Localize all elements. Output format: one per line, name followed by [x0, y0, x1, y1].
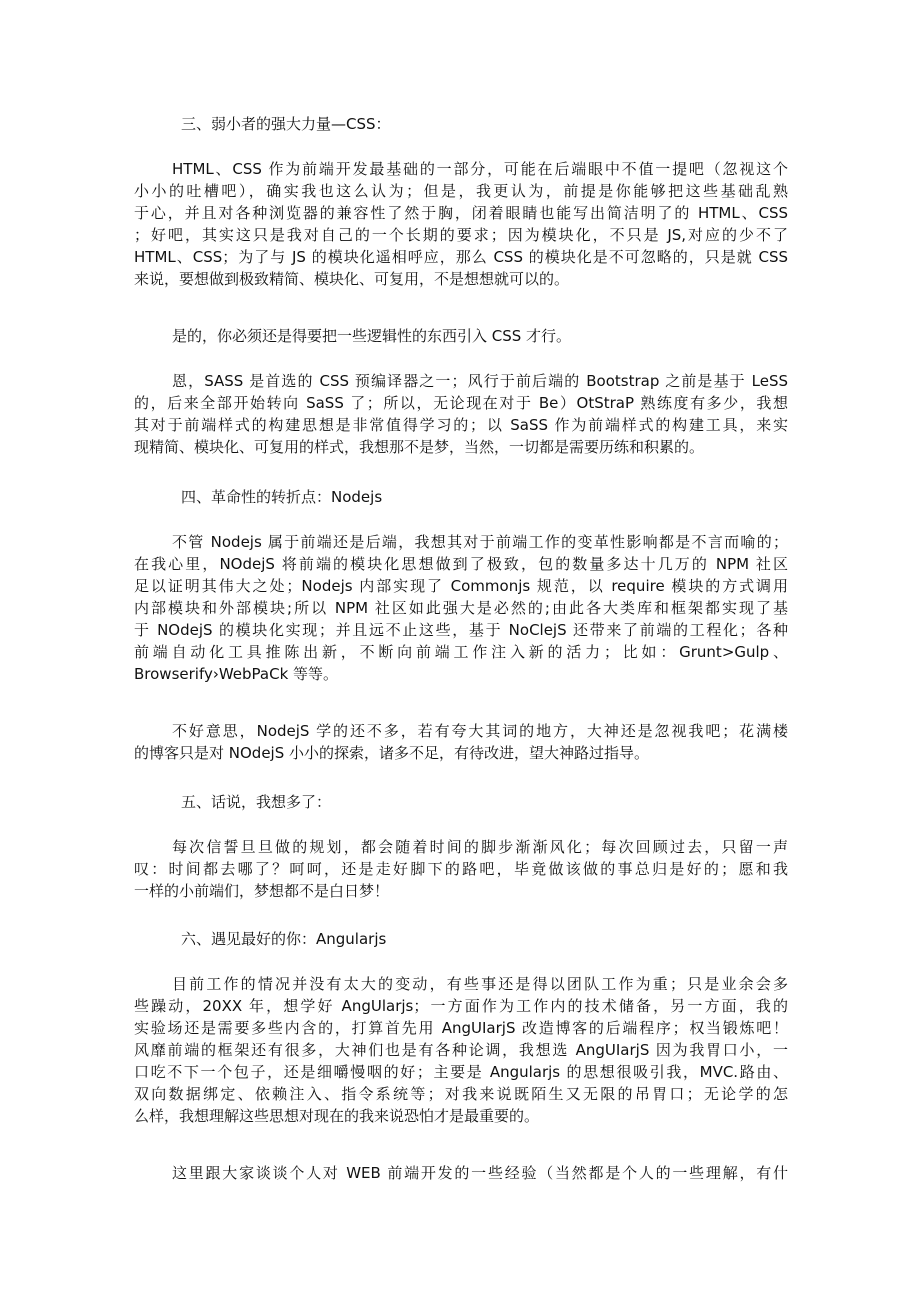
section-3-heading: 三、弱小者的强大力量—CSS：	[181, 115, 391, 133]
text-line: 足以证明其伟大之处；Nodejs 内部实现了 Commonjs 规范，以 require 模块的方式调用	[134, 577, 788, 595]
text-line: ；好吧，其实这只是我对自己的一个长期的要求；因为模块化，不只是 JS,对应的少不了	[134, 226, 788, 244]
text-line: 不管 Nodejs 属于前端还是后端，我想其对于前端工作的变革性影响都是不言而喻的；	[172, 533, 788, 551]
section-4-heading: 四、革命性的转折点：Nodejs	[181, 488, 383, 506]
text-line: 口吃不下一个包子，还是细嚼慢咽的好；主要是 Angularjs 的思想很吸引我，MVC.路由、	[134, 1063, 788, 1081]
section-6-paragraph-2	[134, 1162, 788, 1184]
section-6-paragraph-1	[134, 973, 788, 1127]
text-line: HTML、CSS；为了与 JS 的模块化遥相呼应，那么 CSS 的模块化是不可忽略的，只是就 CSS	[134, 248, 788, 266]
text-line: 每次信誓旦旦做的规划，都会随着时间的脚步渐渐风化；每次回顾过去，只留一声	[172, 838, 788, 856]
text-line: 前端自动化工具推陈出新，不断向前端工作注入新的活力；比如：Grunt>Gulp、	[134, 643, 788, 661]
text-line: HTML、CSS 作为前端开发最基础的一部分，可能在后端眼中不值一提吧（忽视这个	[172, 160, 788, 178]
text-line: 现精简、模块化、可复用的样式，我想那不是梦，当然，一切都是需要历练和积累的。	[134, 438, 705, 456]
text-line: 实验场还是需要多些内含的，打算首先用 AngUIarjS 改造博客的后端程序；权当锻炼吧！	[134, 1019, 788, 1037]
text-line: 的，后来全部开始转向 SaSS 了；所以，无论现在对于 Be）OtStraP 熟练度有多少，我想	[134, 394, 788, 412]
section-4-paragraph-2	[134, 720, 788, 764]
section-3-paragraph-3	[134, 370, 788, 458]
text-line: 其对于前端样式的构建思想是非常值得学习的；以 SaSS 作为前端样式的构建工具，来实	[134, 416, 788, 434]
text-line: 叹：时间都去哪了？呵呵，还是走好脚下的路吧，毕竟做该做的事总归是好的；愿和我	[134, 860, 788, 878]
text-line: 不好意思，NodejS 学的还不多，若有夸大其词的地方，大神还是忽视我吧；花满楼	[172, 722, 788, 740]
text-line: 风靡前端的框架还有很多，大神们也是有各种论调，我想选 AngUIarjS 因为我胃口小，一	[134, 1041, 788, 1059]
section-6-heading: 六、遇见最好的你：Angularjs	[181, 930, 387, 948]
text-line: 一样的小前端们，梦想都不是白日梦！	[134, 882, 390, 900]
section-3-paragraph-1	[134, 158, 788, 290]
section-5-heading: 五、话说，我想多了：	[181, 793, 332, 811]
text-line: 这里跟大家谈谈个人对 WEB 前端开发的一些经验（当然都是个人的一些理解，有什	[172, 1164, 788, 1182]
text-line: 于心，并且对各种浏览器的兼容性了然于胸，闭着眼睛也能写出简洁明了的 HTML、CSS	[134, 204, 788, 222]
text-line: 恩，SASS 是首选的 CSS 预编译器之一；风行于前后端的 Bootstrap 之前是基于 LeSS	[172, 372, 788, 390]
text-line: 内部模块和外部模块;所以 NPM 社区如此强大是必然的;由此各大类库和框架都实现了基	[134, 599, 788, 617]
text-line: 目前工作的情况并没有太大的变动，有些事还是得以团队工作为重；只是业余会多	[172, 975, 788, 993]
text-line: 小小的吐槽吧），确实我也这么认为；但是，我更认为，前提是你能够把这些基础乱熟	[134, 182, 788, 200]
text-line: 些躁动，20XX 年，想学好 AngUlarjs；一方面作为工作内的技术储备，另一方面，我的	[134, 997, 788, 1015]
section-5-paragraph-1	[134, 836, 788, 902]
text-line: 在我心里，NOdejS 将前端的模块化思想做到了极致，包的数量多达十几万的 NPM 社区	[134, 555, 788, 573]
text-line: 于 NOdejS 的模块化实现；并且远不止这些，基于 NoClejS 还带来了前端的工程化；各种	[134, 621, 788, 639]
text-line: Browserify›WebPaCk 等等。	[134, 665, 339, 683]
text-line: 来说，要想做到极致精简、模块化、可复用，不是想想就可以的。	[134, 270, 570, 288]
text-line: 是的，你必须还是得要把一些逻辑性的东西引入 CSS 才行。	[172, 327, 572, 345]
section-4-paragraph-1	[134, 531, 788, 685]
text-line: 双向数据绑定、依赖注入、指令系统等；对我来说既陌生又无限的吊胃口；无论学的怎	[134, 1085, 788, 1103]
text-line: 么样，我想理解这些思想对现在的我来说恐怕才是最重要的。	[134, 1107, 540, 1125]
text-line: 的博客只是对 NOdejS 小小的探索，诸多不足，有待改进，望大神路过指导。	[134, 744, 650, 762]
section-3-paragraph-2	[134, 325, 788, 347]
